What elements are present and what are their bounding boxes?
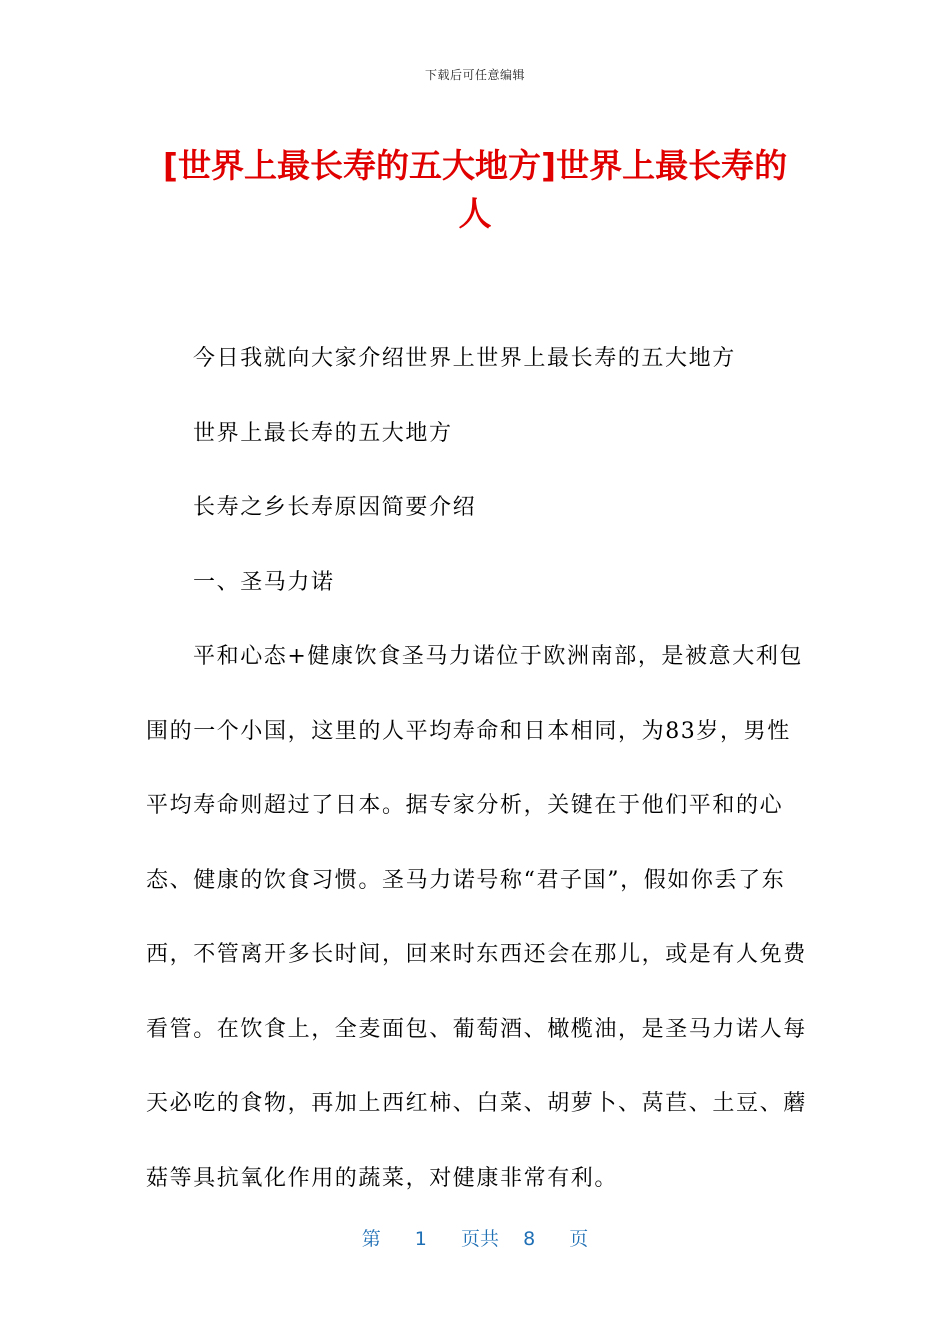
paragraph-heading-reasons: 长寿之乡长寿原因简要介绍 xyxy=(193,495,477,520)
section-heading-san-marino: 一、圣马力诺 xyxy=(193,569,335,595)
header-note: 下载后可任意编辑 xyxy=(424,68,525,82)
footer-prefix: 第 xyxy=(361,1228,381,1250)
paragraph-intro: 今日我就向大家介绍世界上世界上最长寿的五大地方 xyxy=(193,346,736,371)
footer-page-current: 1 xyxy=(414,1228,427,1250)
document-body xyxy=(146,322,808,1216)
footer-mid: 页共 xyxy=(460,1228,499,1250)
paragraph-heading-five-places: 世界上最长寿的五大地方 xyxy=(193,420,453,446)
footer-page-total: 8 xyxy=(523,1228,536,1250)
paragraph-san-marino: 平和心态+健康饮食圣马力诺位于欧洲南部，是被意大利包围的一个小国，这里的人平均寿命和日本相同，为83岁，男性平均寿命则超过了日本。据专家分析，关键在于他们平和的心态、健康的饮食习惯。圣马力诺号称“君子国”，假如你丢了东西，不管离开多长时间，回来时东西还会在那儿，或是有人免费看管。在饮食上，全麦面包、葡萄酒、橄榄油，是圣马力诺人每天必吃的食物，再加上西红柿、白菜、胡萝卜、莴苣、土豆、蘑菇等具抗氧化作用的蔬菜，对健康非常有利。 xyxy=(146,644,807,1191)
footer-suffix: 页 xyxy=(569,1228,589,1250)
document-title: [世界上最长寿的五大地方]世界上最长寿的人 xyxy=(162,146,788,233)
page-footer xyxy=(0,1224,950,1251)
